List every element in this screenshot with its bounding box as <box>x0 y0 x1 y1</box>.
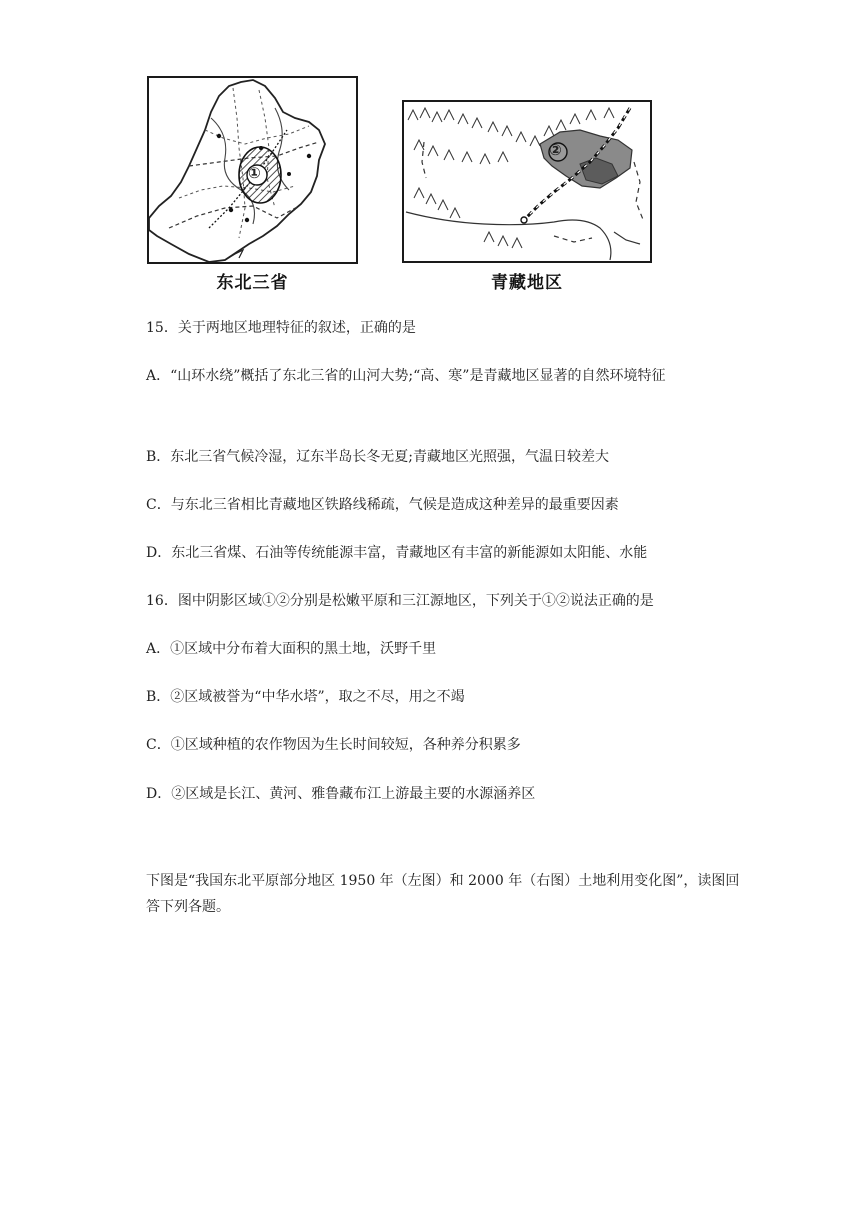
region-2-marker: ② <box>549 141 562 159</box>
q16-option-c: C．①区域种植的农作物因为生长时间较短，各种养分积累多 <box>146 737 521 753</box>
qinghai-tibet-map-caption: 青藏地区 <box>491 273 563 293</box>
region-1-marker: ① <box>248 164 261 182</box>
q16-option-b: B．②区域被誉为“中华水塔”，取之不尽，用之不竭 <box>146 689 465 705</box>
qinghai-tibet-map-drawing <box>404 102 650 261</box>
q15-option-c: C．与东北三省相比青藏地区铁路线稀疏，气候是造成这种差异的最重要因素 <box>146 497 619 513</box>
northeast-map <box>147 76 358 264</box>
q16-option-d: D．②区域是长江、黄河、雅鲁藏布江上游最主要的水源涵养区 <box>146 786 536 802</box>
q16-option-a: A．①区域中分布着大面积的黑土地，沃野千里 <box>146 641 437 657</box>
q15-option-a: A．“山环水绕”概括了东北三省的山河大势;“高、寒”是青藏地区显著的自然环境特征 <box>146 368 666 384</box>
q15-stem: 15．关于两地区地理特征的叙述，正确的是 <box>146 320 416 336</box>
next-section-intro: 下图是“我国东北平原部分地区 1950 年（左图）和 2000 年（右图）土地利用变化图”，读图回答下列各题。 <box>146 873 740 915</box>
northeast-map-caption: 东北三省 <box>216 273 289 293</box>
q15-option-d: D．东北三省煤、石油等传统能源丰富，青藏地区有丰富的新能源如太阳能、水能 <box>146 545 648 561</box>
qinghai-tibet-map <box>402 100 652 263</box>
q15-option-b: B．东北三省气候冷湿，辽东半岛长冬无夏;青藏地区光照强，气温日较差大 <box>146 449 610 465</box>
q16-stem: 16．图中阴影区域①②分别是松嫩平原和三江源地区，下列关于①②说法正确的是 <box>146 593 654 609</box>
